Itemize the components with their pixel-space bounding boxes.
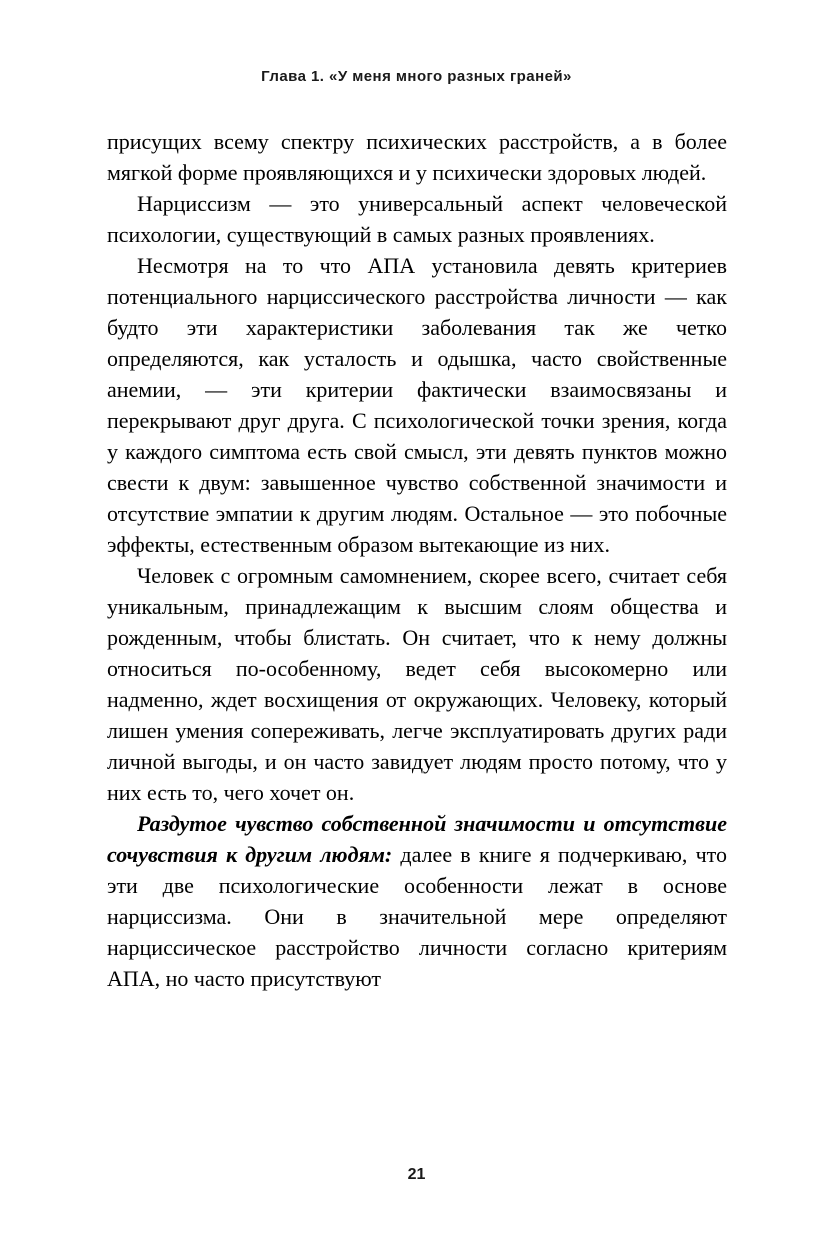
body-text bbox=[107, 126, 727, 994]
running-header: Глава 1. «У меня много разных граней» bbox=[261, 68, 572, 85]
paragraph-lead-emphasis: Раздутое чувство собственной значимости и отсутствие сочувствия к другим людям: bbox=[107, 811, 727, 867]
paragraph bbox=[107, 808, 727, 994]
paragraph-continuation: далее в книге я подчеркиваю, что эти две психологические особенности лежат в основе нарциссизма. Они в значительной мере определяют нарциссическое расстройство личности согласно критериям АПА, но часто присутствуют bbox=[107, 842, 727, 991]
paragraph: присущих всему спектру психических расстройств, а в более мягкой форме проявляющихся и у психически здоровых людей. bbox=[107, 129, 727, 185]
paragraph: Нарциссизм — это универсальный аспект человеческой психологии, существующий в самых разных проявлениях. bbox=[107, 191, 727, 247]
page-number: 21 bbox=[407, 1166, 426, 1183]
paragraph: Несмотря на то что АПА установила девять критериев потенциального нарциссического расстройства личности — как будто эти характеристики заболевания так же четко определяются, как усталость и одышка, часто свойственные анемии, — эти критерии фактически взаимосвязаны и перекрывают друг друга. С психологической точки зрения, когда у каждого симптома есть свой смысл, эти девять пунктов можно свести к двум: завышенное чувство собственной значимости и отсутствие эмпатии к другим людям. Остальное — это побочные эффекты, естественным образом вытекающие из них. bbox=[107, 253, 727, 557]
paragraph: Человек с огромным самомнением, скорее всего, считает себя уникальным, принадлежащим к высшим слоям общества и рожденным, чтобы блистать. Он считает, что к нему должны относиться по-особенному, ведет себя высокомерно или надменно, ждет восхищения от окружающих. Человеку, который лишен умения сопереживать, легче эксплуатировать других ради личной выгоды, и он часто завидует людям просто потому, что у них есть то, чего хочет он. bbox=[107, 563, 727, 805]
